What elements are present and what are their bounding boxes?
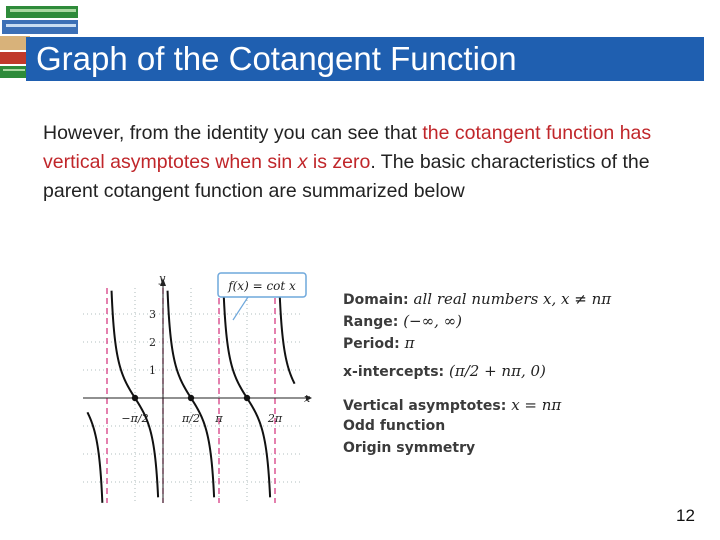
x-tick-label: −π/2: [121, 412, 149, 425]
function-label: f(x) = cot x: [228, 279, 296, 293]
y-tick-label: 2: [149, 336, 156, 349]
body-text-variable: x: [297, 151, 308, 173]
domain-row: [343, 290, 611, 308]
page-number: 12: [676, 506, 695, 525]
asymptotes-row: [343, 396, 561, 414]
x-intercept-dot: [132, 395, 138, 401]
x-intercepts-value: (π/2 + nπ, 0): [449, 362, 546, 380]
period-value: π: [404, 334, 415, 352]
body-text-part2: the cotangent function has vertical asymptotes when sin: [43, 122, 652, 173]
asymptotes-label: Vertical asymptotes:: [343, 398, 507, 414]
x-axis-label: x: [304, 392, 311, 405]
period-label: Period:: [343, 336, 400, 352]
function-callout-pointer: [233, 297, 248, 320]
symmetry-row: Origin symmetry: [343, 440, 476, 456]
range-value: (−∞, ∞): [403, 312, 462, 330]
body-text-part4: is zero: [307, 151, 371, 173]
y-axis-label: y: [159, 272, 166, 285]
x-tick-label: π: [215, 412, 223, 425]
domain-label: Domain:: [343, 292, 409, 308]
cot-curve-branch: [168, 291, 215, 498]
asymptotes-value: x = nπ: [511, 396, 562, 414]
cot-curve-branch: [112, 291, 159, 498]
body-text-part5: . The basic characteristics of the parent cotangent function are summarized below: [43, 151, 650, 202]
domain-value: all real numbers x, x ≠ nπ: [413, 290, 612, 308]
x-intercepts-row: [343, 362, 546, 380]
range-row: [343, 312, 462, 330]
x-intercept-dot: [244, 395, 250, 401]
cotangent-graph-svg: [78, 268, 318, 508]
x-intercept-dot: [188, 395, 194, 401]
cot-curve-branch: [224, 291, 271, 498]
y-tick-label: 1: [149, 364, 156, 377]
body-paragraph: [43, 119, 683, 206]
cot-curve-branch: [87, 412, 102, 503]
odd-function-row: Odd function: [343, 418, 446, 434]
x-tick-label: π/2: [182, 412, 200, 425]
period-row: [343, 334, 414, 352]
x-intercepts-label: x-intercepts:: [343, 364, 445, 380]
body-text-part1: However, from the identity you can see that: [43, 122, 423, 144]
x-tick-label: 2π: [267, 412, 283, 425]
range-label: Range:: [343, 314, 399, 330]
cotangent-graph: [78, 268, 318, 508]
y-tick-label: 3: [149, 308, 156, 321]
slide-title: Graph of the Cotangent Function: [36, 40, 517, 77]
